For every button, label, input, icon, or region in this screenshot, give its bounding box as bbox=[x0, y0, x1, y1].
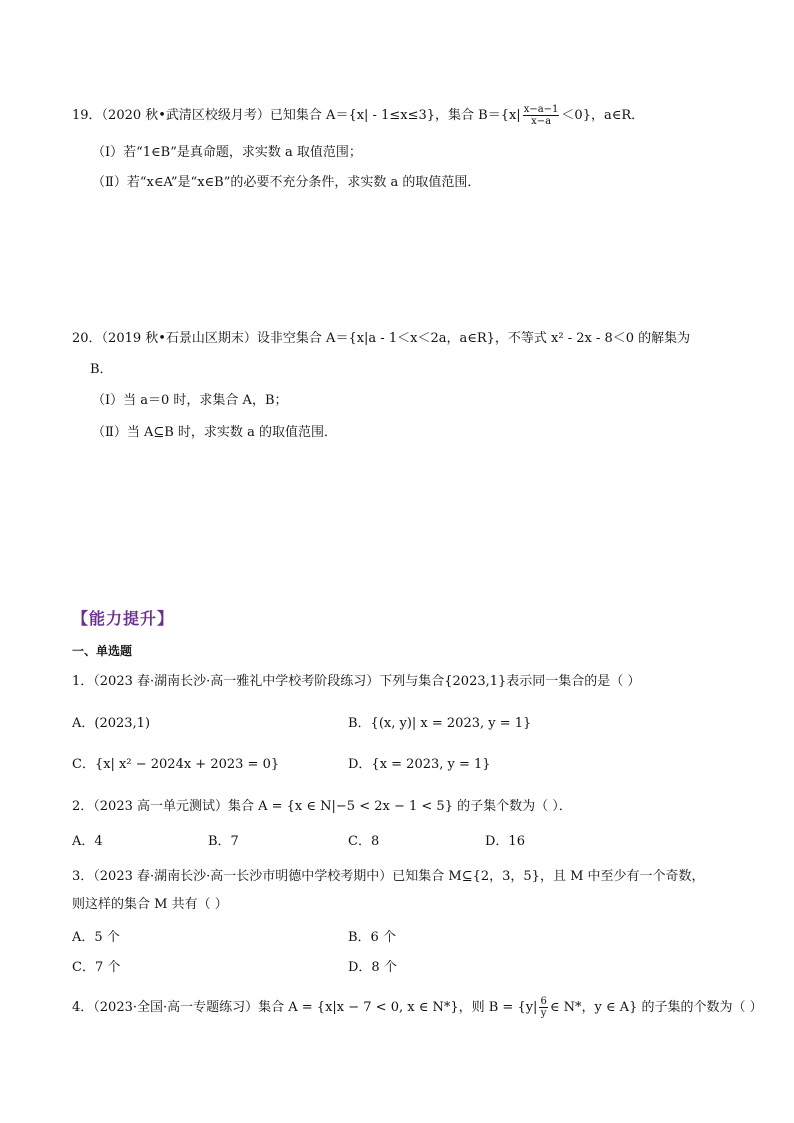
q19-frac-num: x−a−1 bbox=[523, 104, 559, 115]
mc3-option-a: A．5 个 bbox=[72, 930, 120, 945]
q19-frac-den: x−a bbox=[531, 116, 552, 127]
mc4-fraction bbox=[539, 996, 547, 1019]
mc1-option-c: C．{x| x² − 2024x + 2023 = 0} bbox=[72, 757, 280, 772]
mc4-frac-den: y bbox=[540, 1008, 547, 1019]
mc4-frac-num: 6 bbox=[540, 996, 547, 1007]
mc4-stem-pre: 4．（2023·全国·高一专题练习）集合 A = {x|x − 7 < 0, x ∈ N*}，则 B = {y| bbox=[72, 1000, 538, 1015]
q19-part2: （Ⅱ）若“x∈A”是“x∈B”的必要不充分条件，求实数 a 的取值范围． bbox=[92, 175, 481, 190]
q19-stem-post: ＜0}，a∈R． bbox=[561, 108, 645, 123]
mc3-option-d: D．8 个 bbox=[348, 960, 397, 975]
q20-part1: （Ⅰ）当 a＝0 时，求集合 A，B； bbox=[92, 393, 288, 408]
q19-fraction bbox=[523, 104, 560, 127]
section-title: 【能力提升】 bbox=[72, 609, 175, 628]
q20-stem: 20．（2019 秋•石景山区期末）设非空集合 A＝{x|a - 1＜x＜2a，a∈R}，不等式 x² - 2x - 8＜0 的解集为 bbox=[72, 331, 691, 346]
mc1-option-d: D．{x = 2023, y = 1} bbox=[348, 757, 491, 772]
mc3-option-c: C．7 个 bbox=[72, 960, 121, 975]
q20-part2: （Ⅱ）当 A⊆B 时，求实数 a 的取值范围． bbox=[92, 425, 337, 440]
subsection-title: 一、单选题 bbox=[72, 644, 133, 658]
mc2-option-a: A．4 bbox=[72, 834, 103, 849]
q20-stem-cont: B． bbox=[90, 362, 113, 377]
mc2-option-b: B．7 bbox=[208, 834, 239, 849]
q19-part1: （Ⅰ）若“1∈B”是真命题，求实数 a 取值范围； bbox=[92, 145, 362, 160]
mc2-stem: 2．（2023 高一单元测试）集合 A = {x ∈ N|−5 < 2x − 1 < 5} 的子集个数为（ ）． bbox=[72, 799, 572, 814]
mc3-stem-cont: 则这样的集合 M 共有（ ） bbox=[72, 897, 228, 912]
mc3-stem: 3．（2023 春·湖南长沙·高一长沙市明德中学校考期中）已知集合 M⊆{2，3，5}，且 M 中至少有一个奇数， bbox=[72, 869, 705, 884]
mc4-stem bbox=[72, 996, 763, 1019]
q19-stem bbox=[72, 104, 644, 127]
mc1-stem: 1．（2023 春·湖南长沙·高一雅礼中学校考阶段练习）下列与集合{2023,1}表示同一集合的是（ ） bbox=[72, 674, 641, 689]
mc2-option-d: D．16 bbox=[485, 834, 525, 849]
q19-stem-pre: 19．（2020 秋•武清区校级月考）已知集合 A＝{x| - 1≤x≤3}，集合 B＝{x| bbox=[72, 108, 521, 123]
mc2-option-c: C．8 bbox=[348, 834, 380, 849]
mc1-option-b: B．{(x, y)| x = 2023, y = 1} bbox=[348, 716, 532, 731]
mc3-option-b: B．6 个 bbox=[348, 930, 396, 945]
mc4-stem-post: ∈ N*，y ∈ A} 的子集的个数为（ ） bbox=[549, 1000, 763, 1015]
mc1-option-a: A．(2023,1) bbox=[72, 716, 151, 731]
